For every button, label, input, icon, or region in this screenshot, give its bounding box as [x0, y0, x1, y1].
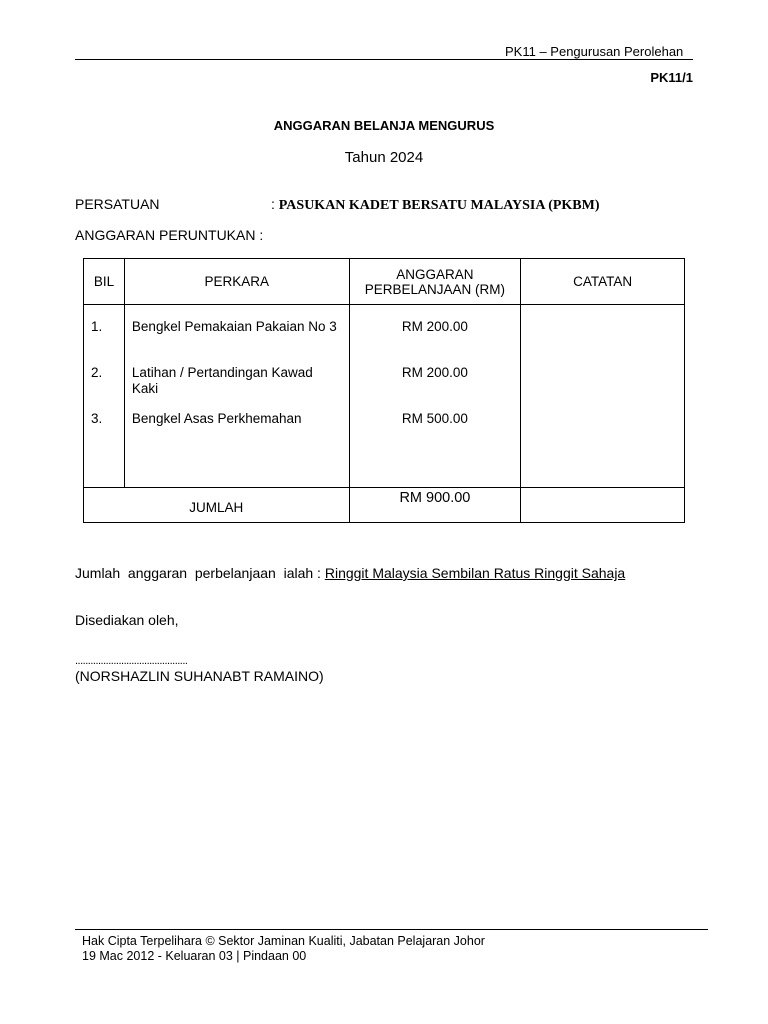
association-name: PASUKAN KADET BERSATU MALAYSIA (PKBM) [278, 198, 600, 213]
header-catatan: CATATAN [521, 259, 685, 305]
catatan-column [521, 305, 685, 488]
table-body-row [84, 305, 685, 488]
prepared-by-label: Disediakan oleh, [75, 612, 179, 628]
table-total-row [84, 488, 685, 523]
bil-2: 2. [91, 365, 103, 380]
total-sentence [75, 565, 625, 581]
amount-1: RM 200.00 [401, 319, 468, 334]
perkara-column [124, 305, 349, 488]
amount-column [349, 305, 521, 488]
item-3: Bengkel Asas Perkhemahan [131, 411, 302, 426]
allocation-label: ANGGARAN PERUNTUKAN : [75, 227, 264, 243]
amount-2: RM 200.00 [401, 365, 468, 380]
association-value [271, 196, 600, 214]
header-divider [75, 59, 693, 60]
header-bil: BIL [84, 259, 125, 305]
total-value: RM 900.00 [349, 488, 521, 523]
header-anggaran-line1: ANGGARAN [396, 266, 474, 282]
bil-column [84, 305, 125, 488]
footer-divider [75, 929, 708, 930]
bil-1: 1. [91, 319, 103, 334]
item-2: Latihan / Pertandingan Kawad Kaki [131, 365, 313, 396]
footer-version: 19 Mac 2012 - Keluaran 03 | Pindaan 00 [82, 949, 307, 963]
header-anggaran-line2: PERBELANJAAN (RM) [364, 281, 506, 297]
total-label: JUMLAH [84, 488, 350, 523]
header-anggaran [349, 259, 521, 305]
form-code: PK11/1 [650, 70, 693, 85]
association-sep: : [271, 196, 275, 212]
signature-line: ............................................ [75, 655, 188, 667]
total-note [521, 488, 685, 523]
table-header-row [84, 259, 685, 305]
document-year: Tahun 2024 [344, 149, 424, 166]
item-1: Bengkel Pemakaian Pakaian No 3 [131, 319, 337, 334]
amount-3: RM 500.00 [401, 411, 468, 426]
header-perkara: PERKARA [124, 259, 349, 305]
footer-copyright: Hak Cipta Terpelihara © Sektor Jaminan Kualiti, Jabatan Pelajaran Johor [82, 934, 485, 948]
header-doc-ref: PK11 – Pengurusan Perolehan [505, 44, 684, 59]
association-label: PERSATUAN [75, 196, 160, 212]
document-title: ANGGARAN BELANJA MENGURUS [273, 118, 495, 133]
signer-name: (NORSHAZLIN SUHANABT RAMAINO) [75, 668, 324, 684]
amount-in-words: Ringgit Malaysia Sembilan Ratus Ringgit Sahaja [324, 565, 626, 581]
bil-3: 3. [91, 411, 103, 426]
budget-table [83, 258, 685, 523]
total-sentence-prefix: Jumlah anggaran perbelanjaan ialah : [75, 565, 325, 581]
